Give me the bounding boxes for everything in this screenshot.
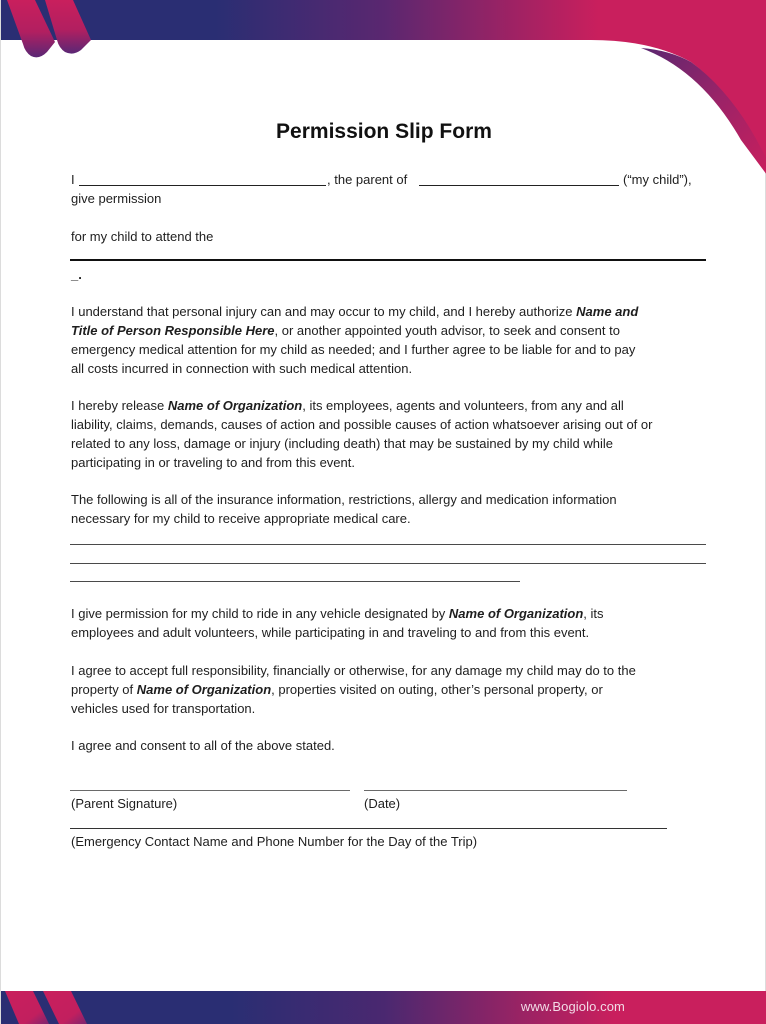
intro-suffix: (“my child”), xyxy=(623,172,692,187)
parent-signature-field[interactable] xyxy=(70,790,350,791)
signature-label: (Parent Signature) xyxy=(71,796,178,811)
release-line-2: liability, claims, demands, causes of action and possible causes of action whatsoever arising out of or xyxy=(71,417,653,432)
consent-statement: I agree and consent to all of the above stated. xyxy=(71,738,335,753)
insurance-line-1: The following is all of the insurance information, restrictions, allergy and medication information xyxy=(71,492,617,507)
responsibility-line-1: I agree to accept full responsibility, financially or otherwise, for any damage my child may do to the xyxy=(71,663,636,678)
intro-middle: , the parent of xyxy=(327,172,408,187)
medical-line-2: Title of Person Responsible Here, or another appointed youth advisor, to seek and consent to xyxy=(71,323,620,338)
footer-url[interactable]: www.Bogiolo.com xyxy=(520,999,625,1014)
attend-trailer: _. xyxy=(71,267,82,282)
emergency-contact-label: (Emergency Contact Name and Phone Number for the Day of the Trip) xyxy=(71,834,478,849)
vehicle-line-1: I give permission for my child to ride in any vehicle designated by Name of Organization, its xyxy=(71,606,604,621)
page-title: Permission Slip Form xyxy=(276,120,492,143)
responsibility-line-2: property of Name of Organization, properties visited on outing, other’s personal property, or xyxy=(71,682,603,697)
footer-decoration xyxy=(1,991,121,1024)
date-label: (Date) xyxy=(364,796,401,811)
vehicle-line-2: employees and adult volunteers, while participating in and traveling to and from this event. xyxy=(71,625,590,640)
insurance-line-2: necessary for my child to receive appropriate medical care. xyxy=(71,511,411,526)
emergency-contact-field[interactable] xyxy=(70,828,667,829)
attend-label: for my child to attend the xyxy=(71,229,214,244)
medical-info-field-2[interactable] xyxy=(70,563,706,564)
event-name-field[interactable] xyxy=(70,259,706,261)
medical-line-1: I understand that personal injury can and may occur to my child, and I hereby authorize Name and xyxy=(71,304,639,319)
intro-line2: give permission xyxy=(71,191,162,206)
release-line-3: related to any loss, damage or injury (including death) that may be sustained by my child while xyxy=(71,436,613,451)
medical-line-3: emergency medical attention for my child as needed; and I further agree to be liable for and to pay xyxy=(71,342,636,357)
release-line-1: I hereby release Name of Organization, its employees, agents and volunteers, from any and all xyxy=(71,398,624,413)
child-name-field[interactable] xyxy=(419,185,619,186)
medical-info-field-1[interactable] xyxy=(70,544,706,545)
release-line-4: participating in or traveling to and from this event. xyxy=(71,455,355,470)
date-field[interactable] xyxy=(364,790,627,791)
parent-name-field[interactable] xyxy=(79,185,326,186)
medical-info-field-3[interactable] xyxy=(70,581,520,582)
medical-line-4: all costs incurred in connection with such medical attention. xyxy=(71,361,413,376)
intro-prefix: I xyxy=(71,172,75,187)
responsibility-line-3: vehicles used for transportation. xyxy=(71,701,256,716)
